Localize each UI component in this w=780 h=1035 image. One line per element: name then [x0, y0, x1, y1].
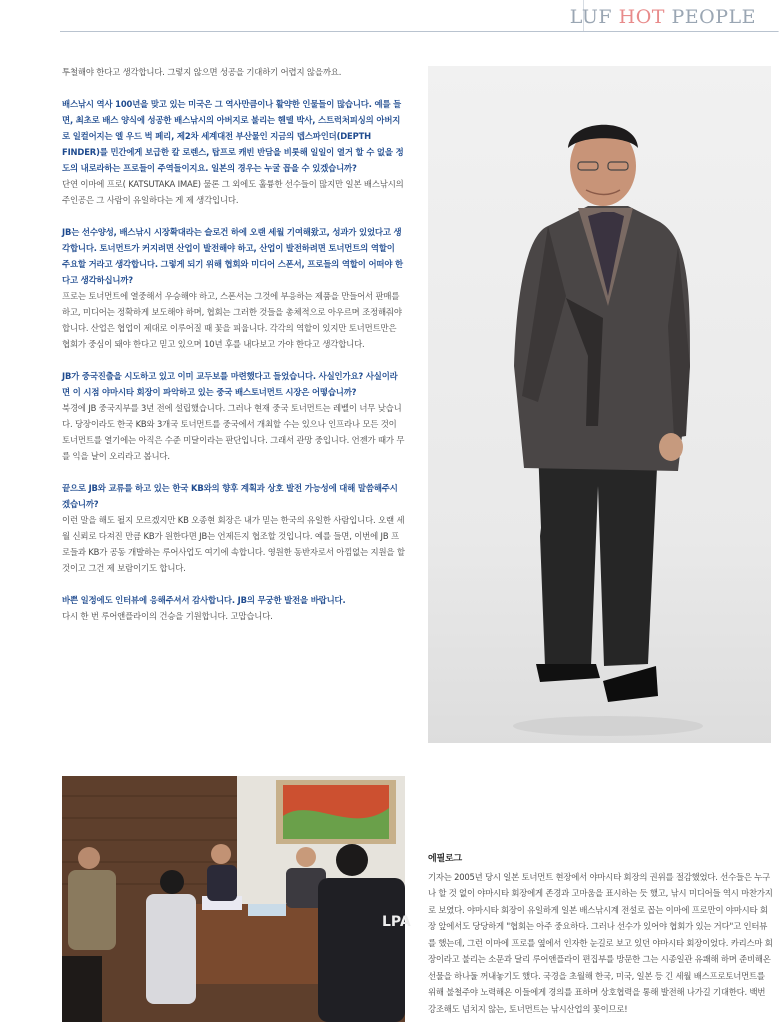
- epilogue-body: 기자는 2005년 당시 일본 토너먼트 현장에서 야마시타 회장의 권위를 절감했었다. 선수들은 누구나 할 것 없이 야마시타 회장에게 존경과 고마움을 표시하는 듯 했고, 낚시 미디어들 역시 마찬가지로 보였다. 야마시타 회장이 유일하게 일본 배스낚시계 전설로 꼽는 이마에 프로만이 야마시타 회장 앞에서도 당당하게 "협회는 아주 중요하다. 그러나 선수가 있어야 협회가 있는 거다"고 인터뷰를 했는데, 그런 이마에 프로를 옆에서 인자한 눈길로 보고 있던 야마시타 회장이었다. 카리스마 회장이라고 불리는 소문과 달리 루어앤플라이 편집부를 방문한 그는 시종일관 유쾌해 하며 준비해온 선물을 하나둘 꺼내놓기도 했다. 국경을 초월해 한국, 미국, 일본 등 긴 세월 배스프로토너먼트를 위해 불철주야 노력해온 이들에게 경의를 표하며 상호협력을 통해 발전해 나가길 기대한다. 백번 강조해도 넘치지 않는, 토너먼트는 낚시산업의 꽃이므로!: [428, 871, 773, 1014]
- paragraph-gap: [62, 576, 405, 592]
- interview-answer: 프로는 토너먼트에 열중해서 우승해야 하고, 스폰서는 그것에 부응하는 제품을 만들어서 판매를 하고, 미디어는 정확하게 보도해야 하며, 협회는 그러한 것들을 총체적으로 아우르며 조정해줘야 합니다. 산업은 협업이 제대로 이루어질 때 꽃을 피웁니다. 각각의 역할이 있지만 토너먼트만은 협회가 중심이 돼야 한다고 믿고 있으며 10년 후를 내다보고 가야 한다고 생각합니다.: [62, 291, 402, 349]
- epilogue: [428, 851, 773, 1017]
- interview-answer: 투철해야 한다고 생각합니다. 그렇지 않으면 성공을 기대하기 어렵지 않을까요.: [62, 67, 342, 77]
- title-people: PEOPLE: [664, 6, 756, 28]
- meeting-photo: [62, 776, 411, 1022]
- interview-answer: 북경에 JB 중국지부를 3년 전에 설립했습니다. 그러나 현재 중국 토너먼트는 레벨이 너무 낮습니다. 당장이라도 한국 KB와 3개국 토너먼트를 중국에서 개최할 수는 있으나 인프라나 모든 것이 토너먼트를 열기에는 아직은 수준 미달이라는 판단입니다. 그래서 관망 중입니다. 언젠가 때가 무를 익을 날이 오리라고 봅니다.: [62, 403, 405, 461]
- title-hot: HOT: [618, 6, 665, 28]
- section-title: [570, 6, 756, 28]
- portrait-photo: [428, 66, 771, 743]
- interview-question: 바쁜 일정에도 인터뷰에 응해주셔서 감사합니다. JB의 무궁한 발전을 바랍니다.: [62, 595, 346, 605]
- interview-question: JB가 중국진출을 시도하고 있고 이미 교두보를 마련했다고 들었습니다. 사실인가요? 사실이라면 이 시점 야마시타 회장이 파악하고 있는 중국 배스토너먼트 시장은 어떻습니까?: [62, 371, 398, 397]
- interview-question: JB는 선수양성, 배스낚시 시장확대라는 슬로건 하에 오랜 세월 기여해왔고, 성과가 있었다고 생각합니다. 토너먼트가 커지려면 산업이 발전해야 하고, 산업이 발전하려면 토너먼트의 역할이 주요할 거라고 생각합니다. 그렇게 되기 위해 협회와 미디어 스폰서, 프로들의 역할이 어떠야 한다고 생각하십니까?: [62, 227, 403, 285]
- interview-answer: 단연 이마에 프로( KATSUTAKA IMAE) 물론 그 외에도 훌륭한 선수들이 많지만 일본 배스낚시의 주인공은 그 사람이 유일하다는 게 제 생각입니다.: [62, 179, 404, 205]
- interview-article: [62, 64, 405, 624]
- header-rule: [60, 31, 778, 32]
- interview-answer: 이런 말을 해도 될지 모르겠지만 KB 오종현 회장은 내가 믿는 한국의 유일한 사람입니다. 오랜 세월 신뢰로 다져진 만큼 KB가 원한다면 JB는 언제든지 협조할 것입니다. 예를 들면, 이번에 JB 프로들과 KB가 공동 개발하는 루어사업도 여기에 속합니다. 영원한 동반자로서 아낌없는 지원을 할 것이고 그건 제 보람이기도 합니다.: [62, 515, 405, 573]
- title-luf: LUF: [569, 6, 619, 28]
- jacket-text: LPA: [382, 914, 411, 930]
- paragraph-gap: [62, 464, 405, 480]
- interview-answer: 다시 한 번 루어앤플라이의 건승을 기원합니다. 고맙습니다.: [62, 611, 273, 621]
- interview-question: 끝으로 JB와 교류를 하고 있는 한국 KB와의 향후 계획과 상호 발전 가능성에 대해 말씀해주시겠습니까?: [62, 483, 398, 509]
- paragraph-gap: [62, 80, 405, 96]
- meeting-illustration: [62, 776, 411, 1022]
- epilogue-title: 에필로그: [428, 854, 462, 864]
- interview-question: 배스낚시 역사 100년을 맞고 있는 미국은 그 역사만큼이나 활약한 인물들이 많습니다. 예를 들면, 최초로 배스 양식에 성공한 배스낚시의 아버지로 불리는 헨델 박사, 스트럭처피싱의 아버지로 일컬어지는 엘 우드 벅 페리, 제2차 세계대전 부산물인 지금의 뎁스파인더(DEPTH FINDER)를 민간에게 보급한 칼 로렌스, 탑프로 캐빈 반담을 비롯해 일일이 열거 할 수 없을 정도의 내로라하는 프로들이 주역들이지요. 일본의 경우는 누굴 꼽을 수 있겠습니까?: [62, 99, 404, 173]
- portrait-illustration: [428, 66, 771, 743]
- paragraph-gap: [62, 352, 405, 368]
- paragraph-gap: [62, 208, 405, 224]
